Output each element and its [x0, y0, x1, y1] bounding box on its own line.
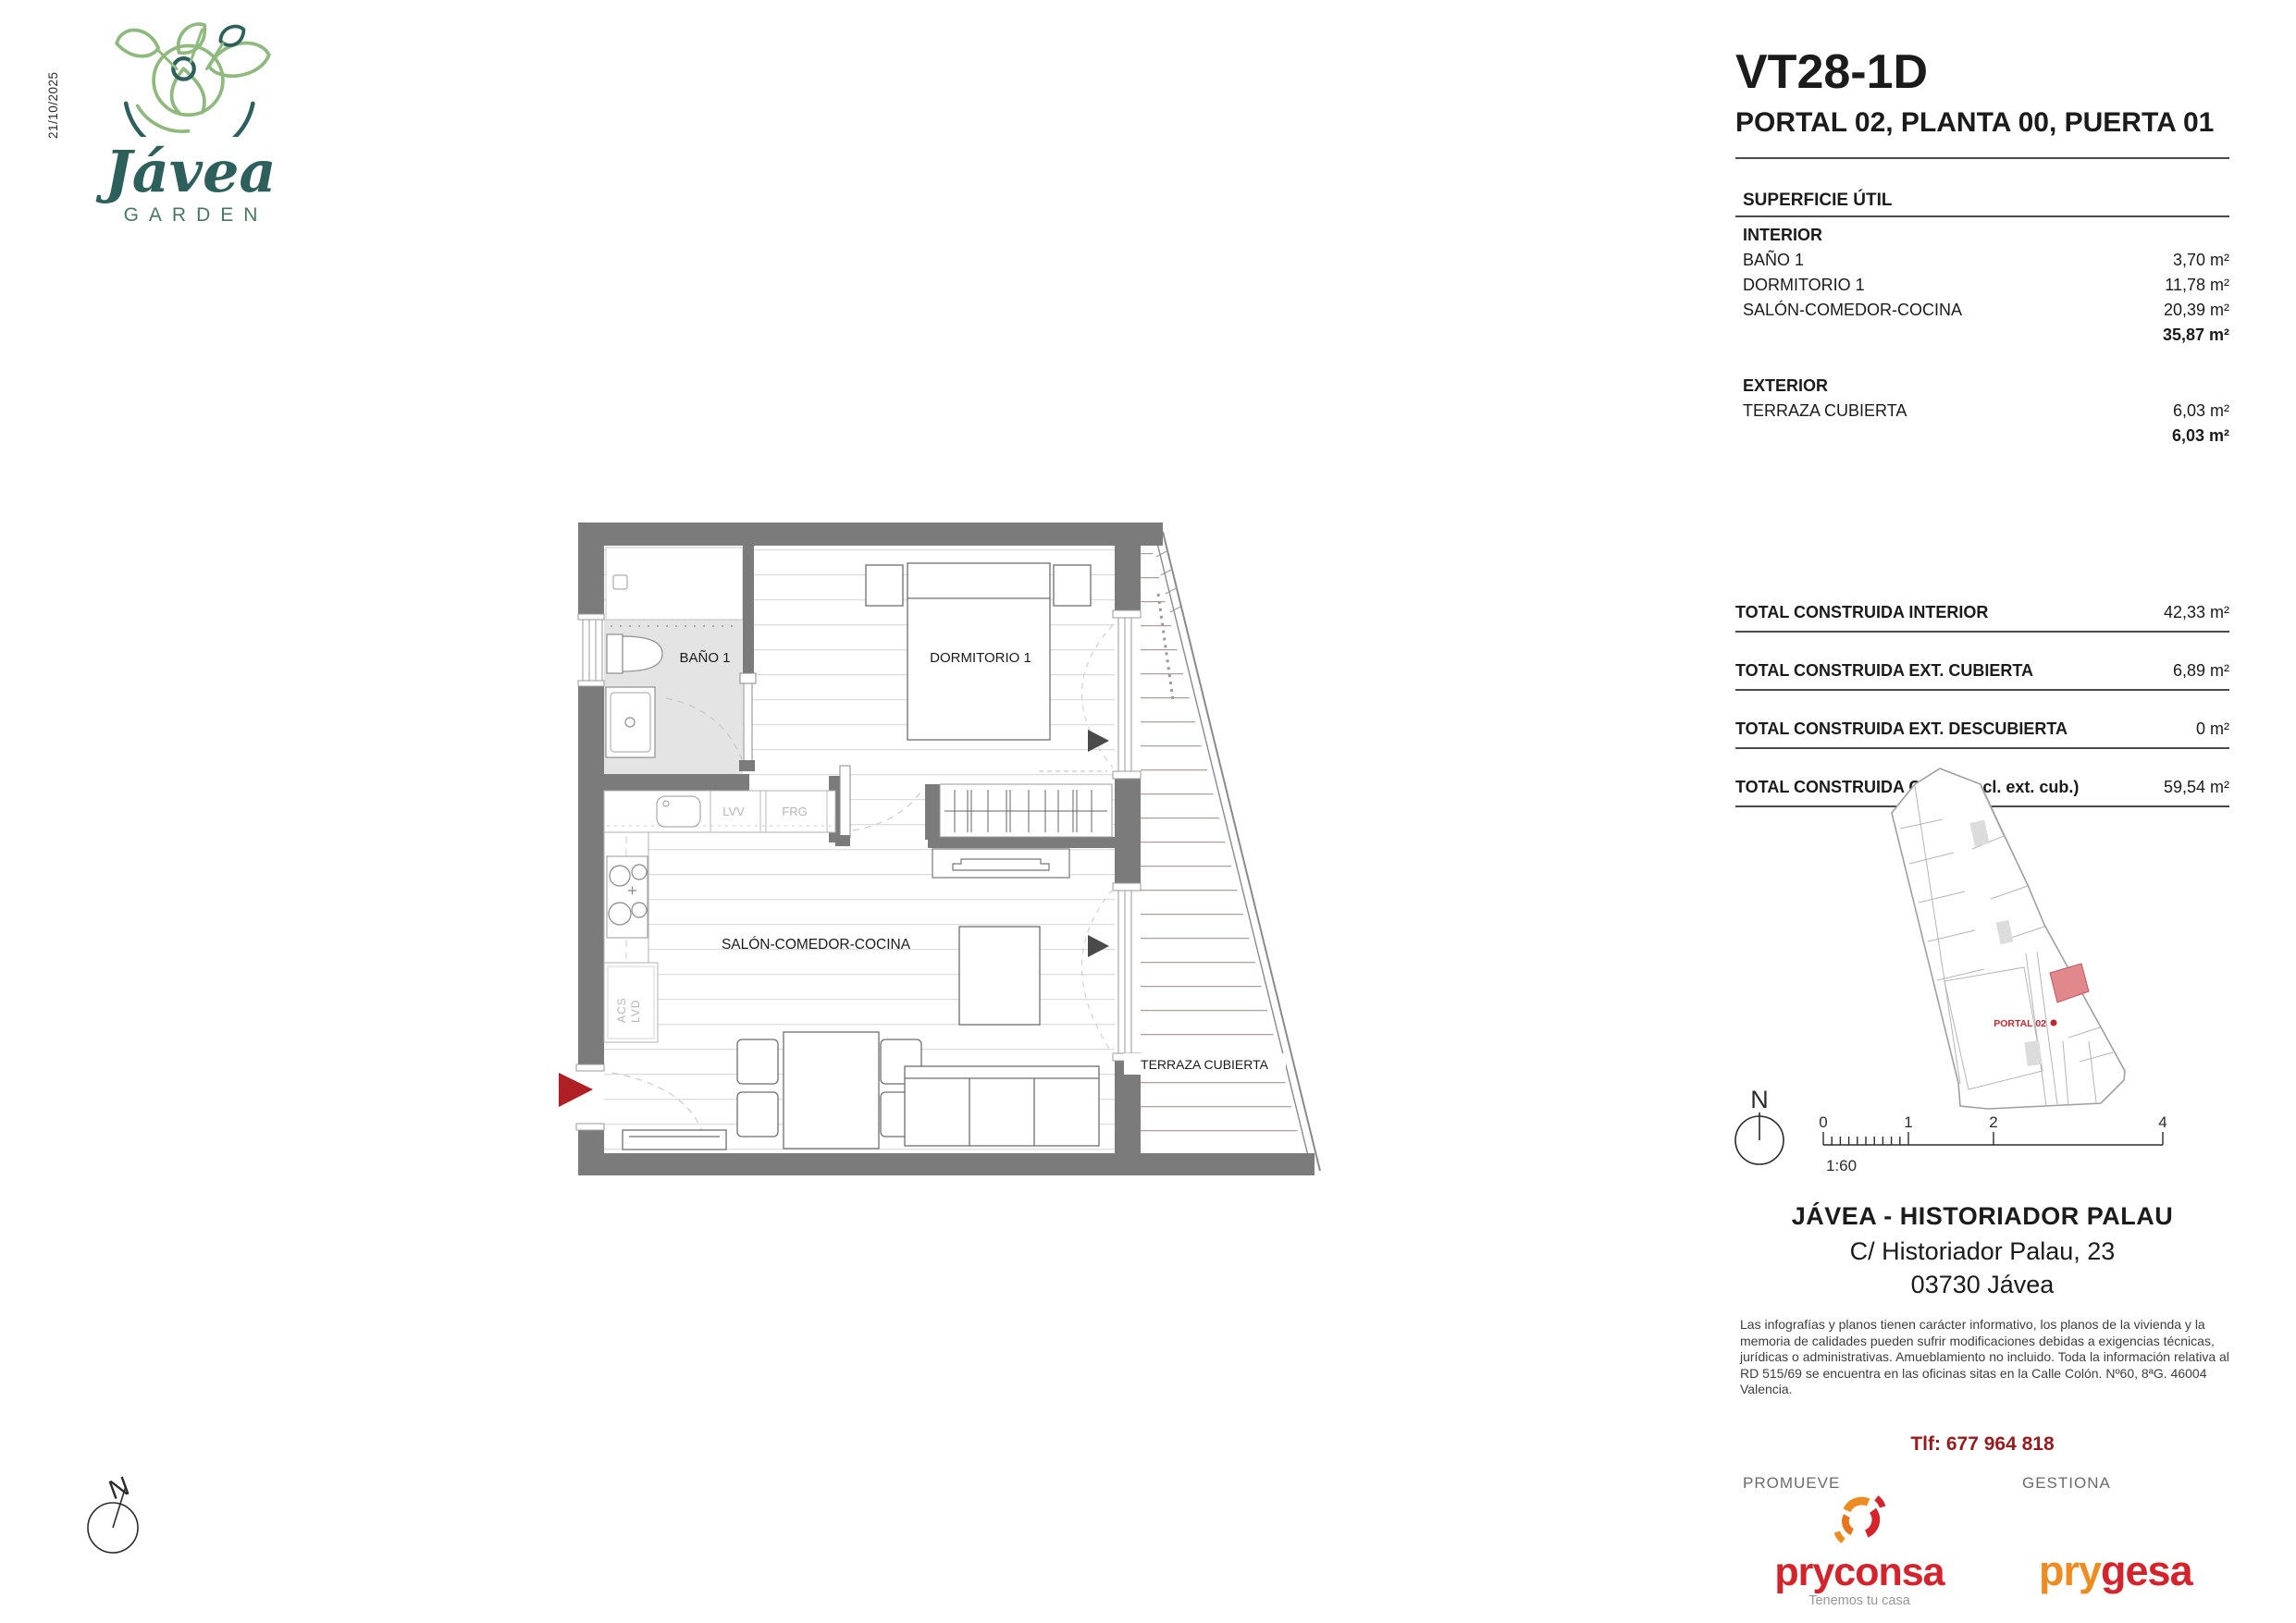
north-letter: N: [1750, 1086, 1769, 1113]
prygesa-logo: [2039, 1547, 2192, 1594]
brand-subtitle: GARDEN: [123, 204, 268, 226]
table-row: [1735, 298, 2229, 323]
row-value: 11,78 m²: [2165, 276, 2229, 294]
tv-unit: [932, 849, 1069, 878]
scale-tick-0: 0: [1819, 1113, 1828, 1131]
wardrobe: [940, 784, 1112, 837]
surface-exterior-header: EXTERIOR: [1743, 376, 1829, 395]
entrance-jamb: [576, 1064, 604, 1071]
header-divider: [1735, 157, 2229, 159]
scale-tick-2: 2: [1989, 1113, 1998, 1131]
bathroom-window: [578, 614, 604, 686]
shower-drain: [613, 575, 627, 589]
brand-name: Jávea: [105, 138, 277, 205]
pryconsa-wordmark: pryconsa: [1774, 1550, 1944, 1594]
brand-leaf-icon: [98, 20, 283, 137]
acs-label: ACS: [615, 997, 628, 1023]
compass-north-letter: N: [105, 1470, 134, 1506]
lvd-label: LVD: [629, 999, 642, 1023]
entrance-arrow-icon: [559, 1073, 593, 1107]
terrace-label: TERRAZA CUBIERTA: [1141, 1057, 1268, 1072]
dishwasher-label: LVV: [722, 805, 745, 818]
bedroom-label: DORMITORIO 1: [930, 650, 1031, 666]
table-row: [1735, 399, 2229, 424]
row-value: 3,70 m²: [2172, 251, 2229, 269]
row-value: 20,39 m²: [2163, 301, 2229, 319]
dining-table: [784, 1032, 879, 1149]
prygesa-wordmark-left: pry: [2039, 1547, 2102, 1594]
side-table: [959, 927, 1040, 1025]
kitchen-sink: [657, 796, 700, 827]
living-label: SALÓN-COMEDOR-COCINA: [721, 937, 911, 953]
project-name: JÁVEA - HISTORIADOR PALAU: [1791, 1202, 2174, 1230]
entry-bench: [623, 1130, 726, 1150]
row-label: TERRAZA CUBIERTA: [1743, 401, 1907, 420]
bathroom-door-leaf: [744, 683, 752, 761]
prygesa-wordmark-right: gesa: [2101, 1547, 2192, 1594]
project-city: 03730 Jávea: [1910, 1271, 2055, 1298]
total-row: TOTAL CONSTRUIDA INTERIOR 42,33 m²: [1735, 597, 2229, 633]
north-and-scale: [1730, 1064, 2192, 1179]
living-window: [1113, 883, 1141, 1061]
total-row: TOTAL CONSTRUIDA EXT. DESCUBIERTA 0 m²: [1735, 714, 2229, 749]
portal-dot: [2051, 1020, 2057, 1027]
surface-table: [1735, 191, 2229, 449]
row-label: DORMITORIO 1: [1743, 276, 1865, 294]
row-value: 6,03 m²: [2172, 401, 2229, 420]
bathroom-door-hinge: [739, 760, 755, 771]
bedroom-door-hinge: [835, 835, 850, 846]
date-stamp: 21/10/2025: [46, 71, 60, 139]
fridge-label: FRG: [782, 805, 808, 818]
scale-tick-4: 4: [2158, 1113, 2167, 1131]
surface-interior-header: INTERIOR: [1743, 226, 1823, 244]
phone-number: Tlf: 677 964 818: [1910, 1433, 2055, 1455]
row-label: SALÓN-COMEDOR-COCINA: [1743, 301, 1963, 319]
brand-logo: [93, 20, 289, 227]
entrance-jamb: [576, 1124, 604, 1130]
scale-tick-1: 1: [1904, 1113, 1913, 1131]
exterior-subtotal: 6,03 m²: [2171, 426, 2229, 445]
pryconsa-tagline: Tenemos tu casa: [1808, 1593, 1910, 1608]
row-label: BAÑO 1: [1743, 251, 1805, 269]
total-row: TOTAL CONSTRUIDA C.E.C. (incl. ext. cub.) 59,54 m²: [1735, 772, 2229, 807]
table-row: [1735, 248, 2229, 273]
bathroom-label: BAÑO 1: [679, 650, 731, 666]
bathroom-door-jamb: [740, 673, 756, 683]
scale-ratio: 1:60: [1826, 1157, 1858, 1174]
bedroom-window: [1113, 610, 1141, 779]
total-row: TOTAL CONSTRUIDA EXT. CUBIERTA 6,89 m²: [1735, 656, 2229, 691]
interior-subtotal: 35,87 m²: [2162, 326, 2229, 344]
vanity-sink: [606, 687, 655, 757]
legal-disclaimer: Las infografías y planos tienen carácter informativo, los planos de la vivienda y la memoria de calidades pueden sufrir modificaciones debidas a exigencias técnicas, jurídicas o administrativas. Amueblamiento no incluido. Toda la información relativa al RD 515/69 se encuentra en las oficinas sitas en la Calle Colón. Nº60, 8ªG. 46004 Valencia.: [1740, 1317, 2229, 1397]
table-row: [1735, 273, 2229, 298]
portal-label: PORTAL 02: [1994, 1018, 2046, 1029]
unit-code: VT28-1D: [1735, 45, 1929, 99]
bedroom-door-leaf: [840, 766, 850, 838]
unit-location: PORTAL 02, PLANTA 00, PUERTA 01: [1735, 107, 2215, 138]
pryconsa-swirl-icon: [1833, 1491, 1886, 1548]
surface-title: SUPERFICIE ÚTIL: [1735, 191, 2229, 217]
pryconsa-logo: [1758, 1491, 1961, 1608]
gestiona-label: GESTIONA: [2022, 1474, 2111, 1492]
promueve-label: PROMUEVE: [1743, 1474, 1841, 1492]
project-address: C/ Historiador Palau, 23: [1849, 1237, 2116, 1265]
compass: [69, 1461, 171, 1572]
scale-bar: [1823, 1132, 2163, 1145]
floor-plan: [553, 507, 1339, 1187]
